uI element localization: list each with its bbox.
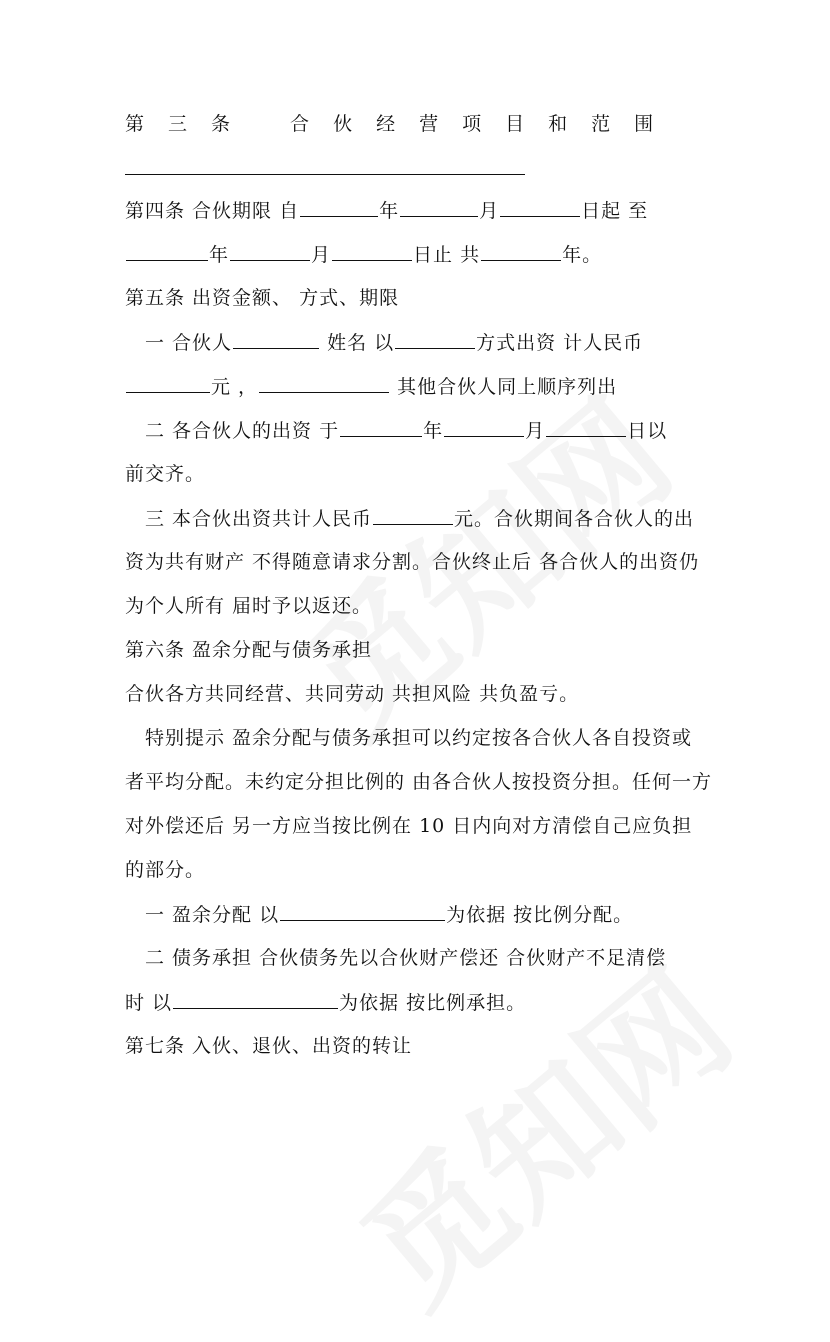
deadline-month-blank[interactable]: [444, 416, 524, 437]
contribution-method-blank[interactable]: [395, 328, 475, 349]
total-amount-blank[interactable]: [373, 504, 453, 525]
deadline-year-blank[interactable]: [340, 416, 422, 437]
profit-basis-blank[interactable]: [280, 900, 445, 921]
article-5-item-3-line-1: 三 本合伙出资共计人民币 元。合伙期间各合伙人的出: [145, 504, 694, 533]
article-5-item-3-line-3: 为个人所有 届时予以返还。: [125, 595, 373, 617]
article-3-heading: 第 三 条 合 伙 经 营 项 目 和 范 围: [125, 113, 655, 135]
start-day-blank[interactable]: [500, 196, 580, 217]
article-5-item-1-line-2: 元 ， 其他合伙人同上顺序列出: [125, 372, 617, 401]
article-6-item-2-line-1: 二 债务承担 合伙债务先以合伙财产偿还 合伙财产不足清偿: [145, 947, 667, 969]
end-day-blank[interactable]: [332, 240, 412, 261]
article-5-item-1-line-1: 一 合伙人 姓名 以 方式出资 计人民币: [145, 328, 643, 357]
term-years-blank[interactable]: [481, 240, 561, 261]
article-6-note-line-2: 者平均分配。未约定分担比例的 由各合伙人按投资分担。任何一方: [125, 771, 713, 793]
article-6-item-2-line-2: 时 以 为依据 按比例承担。: [125, 988, 526, 1017]
article-3-blank[interactable]: [125, 174, 525, 175]
end-month-blank[interactable]: [230, 240, 310, 261]
article-4-line-2: 年 月 日止 共 年。: [125, 240, 602, 269]
deadline-day-blank[interactable]: [546, 416, 626, 437]
article-6-heading: 第六条 盈余分配与债务承担: [125, 639, 373, 661]
article-4-line-1: 第四条 合伙期限 自 年 月 日起 至: [125, 196, 648, 225]
article-6-note-line-3: 对外偿还后 另一方应当按比例在 10 日内向对方清偿自己应负担: [125, 815, 693, 837]
other-blank[interactable]: [259, 372, 389, 393]
debt-basis-blank[interactable]: [173, 988, 338, 1009]
article-5-item-2-line-1: 二 各合伙人的出资 于 年 月 日以: [145, 416, 667, 445]
article-7-heading: 第七条 入伙、退伙、出资的转让: [125, 1035, 413, 1057]
article-6-note-line-4: 的部分。: [125, 859, 206, 881]
start-year-blank[interactable]: [300, 196, 378, 217]
article-6-line-1: 合伙各方共同经营、共同劳动 共担风险 共负盈亏。: [125, 683, 580, 705]
start-month-blank[interactable]: [400, 196, 478, 217]
article-6-note-line-1: 特别提示 盈余分配与债务承担可以约定按各合伙人各自投资或: [145, 727, 693, 749]
amount-blank[interactable]: [126, 372, 210, 393]
article-5-item-3-line-2: 资为共有财产 不得随意请求分割。合伙终止后 各合伙人的出资仍: [125, 551, 700, 573]
article-5-item-2-line-2: 前交齐。: [125, 463, 206, 485]
article-6-item-1: 一 盈余分配 以 为依据 按比例分配。: [145, 900, 633, 929]
partner-blank[interactable]: [233, 328, 319, 349]
watermark: [315, 919, 766, 1342]
end-year-blank[interactable]: [126, 240, 208, 261]
article-5-heading: 第五条 出资金额、 方式、期限: [125, 287, 400, 309]
